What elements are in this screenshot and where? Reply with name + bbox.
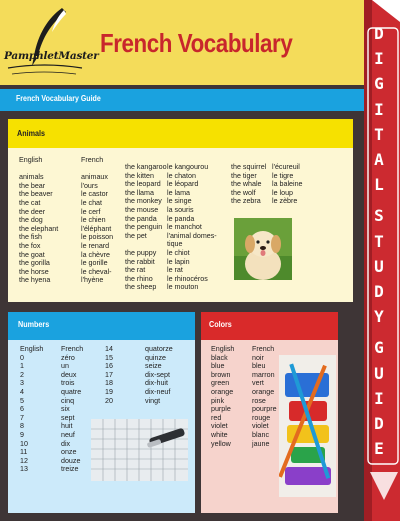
- word-entry: un: [61, 361, 69, 371]
- word-entry: le gorille: [81, 258, 108, 268]
- word-entry: cinq: [61, 395, 75, 405]
- word-entry: animals: [19, 172, 44, 182]
- word-entry: the penguin: [125, 222, 163, 232]
- word-entry: neuf: [61, 429, 75, 439]
- word-entry: le renard: [81, 240, 110, 250]
- word-entry: rouge: [252, 412, 271, 422]
- word-entry: 1: [20, 361, 24, 371]
- word-entry: le chaton: [167, 170, 196, 180]
- word-entry: the horse: [19, 266, 49, 276]
- word-entry: animaux: [81, 172, 108, 182]
- word-entry: dix: [61, 438, 71, 448]
- word-entry: sept: [61, 412, 75, 422]
- word-entry: huit: [61, 421, 73, 431]
- word-entry: quatre: [61, 386, 82, 396]
- word-entry: the fish: [19, 232, 42, 242]
- word-entry: l'hyène: [81, 275, 104, 285]
- spine-letter: G: [374, 74, 384, 94]
- logo-text: PamphletMaster: [4, 50, 99, 62]
- spine-letter: I: [374, 99, 384, 119]
- word-entry: le rhinocéros: [167, 273, 208, 283]
- numbers-header-bar: [8, 312, 195, 340]
- word-entry: douze: [61, 455, 81, 465]
- word-entry: vingt: [145, 395, 161, 405]
- word-entry: le chat: [81, 197, 103, 207]
- word-entry: le léopard: [167, 179, 199, 189]
- word-entry: seize: [145, 361, 162, 371]
- word-entry: 15: [105, 352, 113, 362]
- colors-column: [252, 345, 277, 448]
- spine-letter: I: [374, 388, 384, 408]
- word-entry: dix-sept: [145, 369, 170, 379]
- word-entry: 12: [20, 455, 28, 465]
- animals-heading: Animals: [17, 129, 46, 138]
- word-entry: onze: [61, 447, 77, 457]
- word-entry: le panda: [167, 213, 195, 223]
- word-entry: la baleine: [272, 179, 303, 189]
- numbers-column: [145, 345, 173, 405]
- guide-bar: [0, 89, 364, 111]
- spine-letter: T: [374, 124, 384, 144]
- colors-column: [211, 345, 234, 448]
- word-entry: le cheval-: [81, 266, 112, 276]
- spine-letter: I: [374, 49, 384, 69]
- word-entry: le lama: [167, 187, 190, 197]
- word-entry: the zebra: [231, 196, 261, 206]
- word-entry: quinze: [145, 352, 167, 362]
- spine-letter: D: [374, 24, 384, 43]
- animals-header-bar: [8, 119, 353, 148]
- word-entry: rose: [252, 395, 266, 405]
- word-entry: the panda: [125, 213, 157, 223]
- animals-column: [167, 163, 217, 292]
- word-entry: 14: [105, 344, 113, 353]
- word-entry: 3: [20, 378, 24, 388]
- word-entry: vert: [252, 378, 264, 388]
- word-entry: le loup: [272, 187, 294, 197]
- word-entry: la souris: [167, 204, 194, 214]
- spine-letter: S: [374, 206, 384, 226]
- word-entry: the beaver: [19, 189, 53, 199]
- word-entry: the wolf: [231, 187, 256, 197]
- word-entry: the cat: [19, 197, 41, 207]
- word-entry: the rhino: [125, 273, 153, 283]
- word-entry: 7: [20, 412, 24, 422]
- spine-letter: U: [374, 256, 384, 276]
- cover-header: [0, 0, 364, 85]
- word-entry: the leopard: [125, 179, 161, 189]
- word-entry: 13: [20, 464, 28, 474]
- word-entry: yellow: [211, 438, 231, 448]
- numbers-heading: Numbers: [18, 320, 50, 329]
- word-entry: black: [211, 352, 228, 362]
- word-entry: orange: [252, 386, 275, 396]
- word-entry: the llama: [125, 187, 154, 197]
- spine-letter: L: [374, 175, 384, 195]
- word-entry: 17: [105, 369, 113, 379]
- word-entry: le tigre: [272, 170, 294, 180]
- word-entry: 2: [20, 369, 24, 379]
- guide-label: French Vocabulary Guide: [16, 94, 101, 103]
- paint-supplies-photo-icon: [279, 355, 336, 497]
- word-entry: le zèbre: [272, 196, 298, 206]
- word-entry: the puppy: [125, 247, 157, 257]
- word-entry: purple: [211, 404, 231, 414]
- word-entry: the goat: [19, 249, 45, 259]
- word-entry: English: [211, 344, 235, 353]
- word-entry: 6: [20, 404, 24, 414]
- word-entry: the hyena: [19, 275, 51, 285]
- colors-heading: Colors: [209, 320, 232, 329]
- word-entry: orange: [211, 386, 234, 396]
- word-entry: le chien: [81, 215, 106, 225]
- numbers-column: [61, 345, 83, 474]
- word-entry: 5: [20, 395, 24, 405]
- word-entry: white: [211, 429, 228, 439]
- word-entry: 11: [20, 447, 28, 457]
- word-entry: the rabbit: [125, 256, 155, 266]
- word-entry: violet: [252, 421, 269, 431]
- word-entry: le singe: [167, 196, 192, 206]
- word-entry: the squirrel: [231, 162, 267, 171]
- word-entry: 16: [105, 361, 113, 371]
- word-entry: brown: [211, 369, 231, 379]
- word-entry: the monkey: [125, 196, 162, 206]
- word-entry: 10: [20, 438, 28, 448]
- word-entry: blue: [211, 361, 225, 371]
- word-entry: jaune: [252, 438, 270, 448]
- colors-header-bar: [201, 312, 338, 340]
- word-entry: 4: [20, 386, 24, 396]
- word-entry: le kangourou: [167, 162, 209, 171]
- word-entry: noir: [252, 352, 264, 362]
- word-entry: the dog: [19, 215, 43, 225]
- word-entry: 0: [20, 352, 24, 362]
- word-entry: dix-huit: [145, 378, 168, 388]
- word-entry: French: [61, 344, 84, 353]
- word-entry: the sheep: [125, 282, 157, 292]
- spine-letter: T: [374, 231, 384, 251]
- word-entry: l'écureuil: [272, 162, 300, 171]
- word-entry: the elephant: [19, 223, 59, 233]
- word-entry: le rat: [167, 265, 183, 275]
- word-entry: French: [81, 155, 104, 164]
- numbers-column: [20, 345, 43, 474]
- word-entry: marron: [252, 369, 275, 379]
- word-entry: the whale: [231, 179, 262, 189]
- animals-column: [19, 156, 58, 285]
- spine-letter: U: [374, 363, 384, 383]
- word-entry: le chiot: [167, 247, 190, 257]
- word-entry: French: [252, 344, 275, 353]
- word-entry: zéro: [61, 352, 75, 362]
- word-entry: le mouton: [167, 282, 199, 292]
- word-entry: le cerf: [81, 206, 101, 216]
- quill-pen-logo-icon: [4, 6, 84, 80]
- spine-letter: G: [374, 338, 384, 358]
- word-entry: le manchot: [167, 222, 202, 232]
- word-entry: the gorilla: [19, 258, 50, 268]
- word-entry: violet: [211, 421, 228, 431]
- word-entry: 19: [105, 386, 113, 396]
- word-entry: the kangaroo: [125, 162, 167, 171]
- word-entry: green: [211, 378, 230, 388]
- word-entry: six: [61, 404, 70, 414]
- word-entry: the mouse: [125, 204, 159, 214]
- word-entry: l'ours: [81, 180, 98, 190]
- word-entry: 18: [105, 378, 113, 388]
- word-entry: 9: [20, 429, 24, 439]
- animals-column: [125, 163, 167, 292]
- word-entry: the deer: [19, 206, 46, 216]
- word-entry: le lapin: [167, 256, 190, 266]
- page-title: French Vocabulary: [100, 28, 293, 58]
- word-entry: pink: [211, 395, 225, 405]
- spine-letter: Y: [374, 307, 384, 327]
- word-entry: quatorze: [145, 344, 173, 353]
- puppy-photo-icon: [234, 218, 292, 280]
- word-entry: pourpre: [252, 404, 277, 414]
- spine-letter: E: [374, 439, 384, 459]
- animals-column: [231, 163, 266, 206]
- numbers-column: [105, 345, 113, 405]
- word-entry: 20: [105, 395, 113, 405]
- sudoku-pen-photo-icon: [91, 419, 188, 481]
- word-entry: English: [20, 344, 44, 353]
- spine-letter: D: [374, 282, 384, 301]
- word-entry: the bear: [19, 180, 46, 190]
- word-entry: the pet: [125, 230, 147, 240]
- spine-letter: A: [374, 150, 384, 169]
- word-entry: red: [211, 412, 222, 422]
- word-entry: le poisson: [81, 232, 114, 242]
- animals-column: [272, 163, 303, 206]
- word-entry: l'animal domes-: [167, 230, 217, 240]
- word-entry: the fox: [19, 240, 41, 250]
- word-entry: la chèvre: [81, 249, 110, 259]
- word-entry: treize: [61, 464, 79, 474]
- word-entry: bleu: [252, 361, 266, 371]
- word-entry: 8: [20, 421, 24, 431]
- word-entry: English: [19, 155, 43, 164]
- word-entry: the kitten: [125, 170, 154, 180]
- word-entry: deux: [61, 369, 77, 379]
- word-entry: blanc: [252, 429, 270, 439]
- word-entry: dix-neuf: [145, 386, 171, 396]
- word-entry: l'éléphant: [81, 223, 112, 233]
- word-entry: trois: [61, 378, 75, 388]
- word-entry: the rat: [125, 265, 146, 275]
- word-entry: the tiger: [231, 170, 257, 180]
- animals-column: [81, 156, 113, 285]
- word-entry: tique: [167, 239, 183, 249]
- spine-letter: D: [374, 414, 384, 433]
- word-entry: le castor: [81, 189, 108, 199]
